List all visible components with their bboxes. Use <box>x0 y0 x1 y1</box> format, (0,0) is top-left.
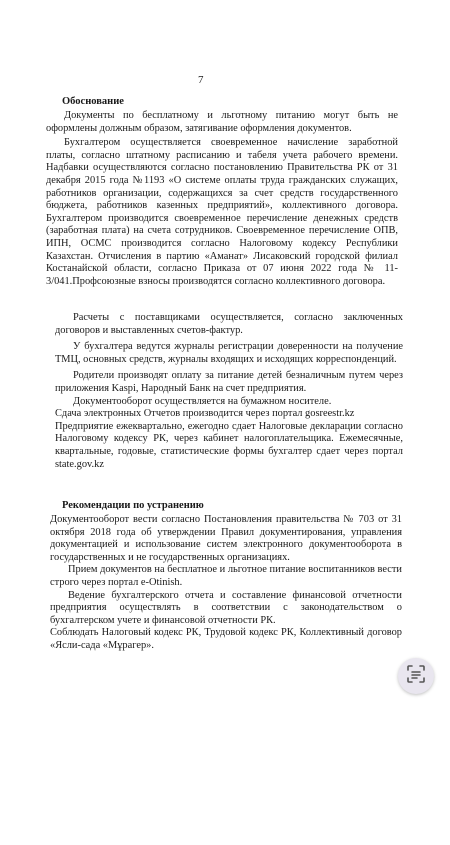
paragraph: Соблюдать Налоговый кодекс РК, Трудовой кодекс РК, Коллективный договор «Ясли-сада «Мұрагер». <box>50 627 402 651</box>
paragraph: Документооборот вести согласно Постановления правительства № 703 от 31 октября 2018 года об утверждении Правил документирования, управления документацией и использование систем электронного документооборота в государственных и не государственных организациях. <box>50 514 402 563</box>
recommendations-section <box>50 514 402 653</box>
justification-heading: Обоснование <box>62 96 124 107</box>
paragraph: Документы по бесплатному и льготному питанию могут быть не оформлены должным образом, затягивание оформления документов. <box>46 110 398 134</box>
paragraph: Родители производят оплату за питание детей безналичным путем через приложения Kaspi, Народный Банк на счет предприятия. <box>55 370 403 394</box>
paragraph: Предприятие ежеквартально, ежегодно сдает Налоговые декларации согласно Налоговому кодексу РК, через кабинет налогоплательщика. Ежемесячные, квартальные, годовые, статистические формы бухгалтер сдает через портал state.gov.kz <box>55 420 403 470</box>
page-number: 7 <box>198 74 204 86</box>
document-scan-icon <box>406 664 426 689</box>
paragraph: Сдача электронных Отчетов производится через портал gosreestr.kz <box>55 408 355 420</box>
settlements-section <box>55 312 403 471</box>
paragraph: Прием документов на бесплатное и льготное питание воспитанников вести строго через портал e-Otinish. <box>50 564 402 588</box>
paragraph: Документооборот осуществляется на бумажном носителе. <box>73 395 332 407</box>
paragraph: У бухгалтера ведутся журналы регистрации доверенности на получение ТМЦ, основных средств, журналы входящих и исходящих корреспонденций. <box>55 341 403 365</box>
recommendations-heading: Рекомендации по устранению <box>62 500 204 511</box>
paragraph: Ведение бухгалтерского отчета и составление финансовой отчетности предприятия осуществлять в соответствии с законодательством о бухгалтерском учете и финансовой отчетности РК. <box>50 589 402 626</box>
justification-section <box>46 110 398 288</box>
paragraph: Расчеты с поставщиками осуществляется, согласно заключенных договоров и выставленных счетов-фактур. <box>55 312 403 336</box>
paragraph: Бухгалтером осуществляется своевременное начисление заработной платы, согласно штатному расписанию и табеля учета рабочего времени. Надбавки осуществляются согласно постановлению Правительства РК от 31 декабря 2015 года №1193 «О системе оплаты труда гражданских служащих, работников организации, содержащихся за счет средств государственного бюджета, работников казенных предприятий», коллективного договора. Бухгалтером производится своевременное перечисление денежных средств (заработная плата) на счета сотрудников. Своевременное перечисление ОПВ, ИПН, ОСМС производится согласно Налоговому кодексу Республики Казахстан. Отчисления в партию «Аманат» Лисаковский городской филиал Костанайской области, согласно Приказа от 07 июня 2022 года № 11-3/041.Профсоюзные взносы производятся согласно коллективного договора. <box>46 137 398 287</box>
document-scan-button[interactable] <box>398 658 434 694</box>
